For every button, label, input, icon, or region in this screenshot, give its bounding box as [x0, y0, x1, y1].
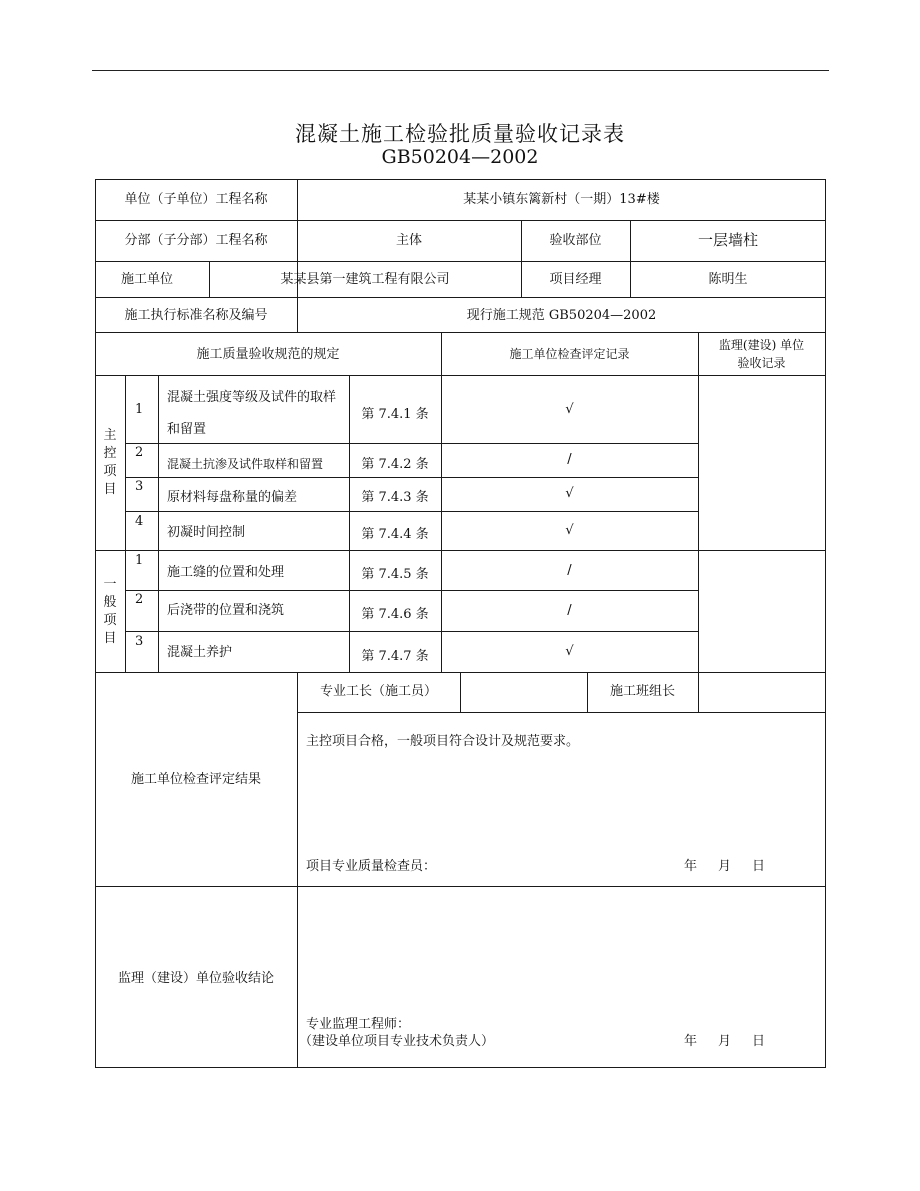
row-divider	[95, 886, 826, 887]
team-leader-label: 施工班组长	[609, 684, 675, 699]
table-border-top	[95, 179, 826, 180]
col-divider	[125, 375, 126, 672]
day-label: 日	[752, 1034, 766, 1049]
check-mark: √	[565, 486, 574, 501]
form-title: 混凝土施工检验批质量验收记录表	[295, 122, 625, 146]
project-manager-value: 陈明生	[708, 272, 748, 287]
col-divider	[460, 672, 461, 712]
item-description: 初凝时间控制	[167, 525, 246, 540]
sub-project-label: 分部（子分部）工程名称	[124, 233, 268, 248]
supervision-result-label: 监理（建设）单位验收结论	[117, 971, 274, 986]
row-divider	[95, 550, 826, 551]
main-items-group-label: 主控项目	[103, 428, 117, 497]
clause-reference: 第 7.4.2 条	[361, 457, 429, 472]
item-description: 施工缝的位置和处理	[167, 565, 285, 580]
execution-standard-label: 施工执行标准名称及编号	[124, 308, 268, 323]
check-mark: √	[565, 523, 574, 538]
table-border-bottom	[95, 1067, 826, 1068]
year-label: 年	[684, 859, 698, 874]
execution-standard-value: 现行施工规范 GB50204—2002	[466, 308, 657, 323]
item-description: 混凝土养护	[167, 645, 233, 660]
clause-reference: 第 7.4.5 条	[361, 567, 429, 582]
spec-column-header: 施工质量验收规范的规定	[196, 347, 340, 362]
item-number: 1	[135, 402, 144, 417]
general-items-group-label: 一般项目	[103, 577, 117, 646]
item-number: 3	[135, 634, 144, 649]
owner-representative-label: （建设单位项目专业技术负责人）	[299, 1034, 495, 1049]
check-mark: /	[567, 563, 572, 578]
item-description-line2: 和留置	[167, 422, 207, 437]
inspection-part-value: 一层墙柱	[697, 231, 758, 249]
item-number: 2	[135, 592, 144, 607]
row-divider	[125, 477, 698, 478]
unit-project-value: 某某小镇东篱新村（一期）13#楼	[463, 192, 660, 207]
clause-reference: 第 7.4.4 条	[361, 527, 429, 542]
item-number: 4	[135, 514, 144, 529]
row-divider	[95, 332, 826, 333]
item-number: 3	[135, 479, 144, 494]
year-label: 年	[684, 1034, 698, 1049]
row-divider	[95, 261, 826, 262]
contractor-value: 某某县第一建筑工程有限公司	[280, 272, 450, 287]
row-divider	[125, 511, 698, 512]
col-divider	[441, 332, 442, 672]
contractor-result-label: 施工单位检查评定结果	[130, 772, 261, 787]
standard-code: GB50204—2002	[381, 146, 539, 168]
check-mark: √	[565, 644, 574, 659]
supervision-engineer-label: 专业监理工程师：	[306, 1017, 411, 1032]
check-mark: /	[567, 452, 572, 467]
header-rule	[92, 70, 829, 71]
quality-inspector-label: 项目专业质量检查员：	[306, 859, 437, 874]
item-number: 2	[135, 445, 144, 460]
check-mark: √	[565, 402, 574, 417]
item-description: 混凝土抗渗及试件取样和留置	[167, 457, 324, 471]
supervision-column-header: 监理(建设) 单位	[718, 338, 805, 352]
item-number: 1	[135, 553, 144, 568]
item-description: 后浇带的位置和浇筑	[167, 603, 285, 618]
foreman-label: 专业工长（施工员）	[319, 684, 437, 699]
contractor-label: 施工单位	[121, 272, 174, 287]
clause-reference: 第 7.4.3 条	[361, 490, 429, 505]
row-divider	[125, 590, 698, 591]
inspection-form-table	[95, 179, 826, 1068]
item-description: 混凝土强度等级及试件的取样	[167, 390, 337, 405]
clause-reference: 第 7.4.1 条	[361, 407, 429, 422]
clause-reference: 第 7.4.6 条	[361, 607, 429, 622]
clause-reference: 第 7.4.7 条	[361, 649, 429, 664]
month-label: 月	[718, 1034, 732, 1049]
col-divider	[297, 672, 298, 1068]
supervision-column-header-line2: 验收记录	[737, 356, 786, 370]
day-label: 日	[752, 859, 766, 874]
sub-project-value: 主体	[395, 233, 422, 248]
row-divider	[125, 443, 698, 444]
check-mark: /	[567, 603, 572, 618]
unit-project-label: 单位（子单位）工程名称	[124, 192, 268, 207]
row-divider	[95, 375, 826, 376]
item-description: 原材料每盘称量的偏差	[167, 490, 298, 505]
project-manager-label: 项目经理	[549, 272, 602, 287]
inspection-comment: 主控项目合格，一般项目符合设计及规范要求。	[306, 734, 580, 749]
row-divider	[95, 297, 826, 298]
col-divider	[698, 672, 699, 712]
month-label: 月	[718, 859, 732, 874]
col-divider	[698, 332, 699, 672]
row-divider	[125, 631, 698, 632]
inspection-part-label: 验收部位	[549, 233, 602, 248]
record-column-header: 施工单位检查评定记录	[509, 347, 630, 361]
row-divider	[297, 712, 826, 713]
col-divider	[158, 375, 159, 672]
row-divider	[95, 220, 826, 221]
